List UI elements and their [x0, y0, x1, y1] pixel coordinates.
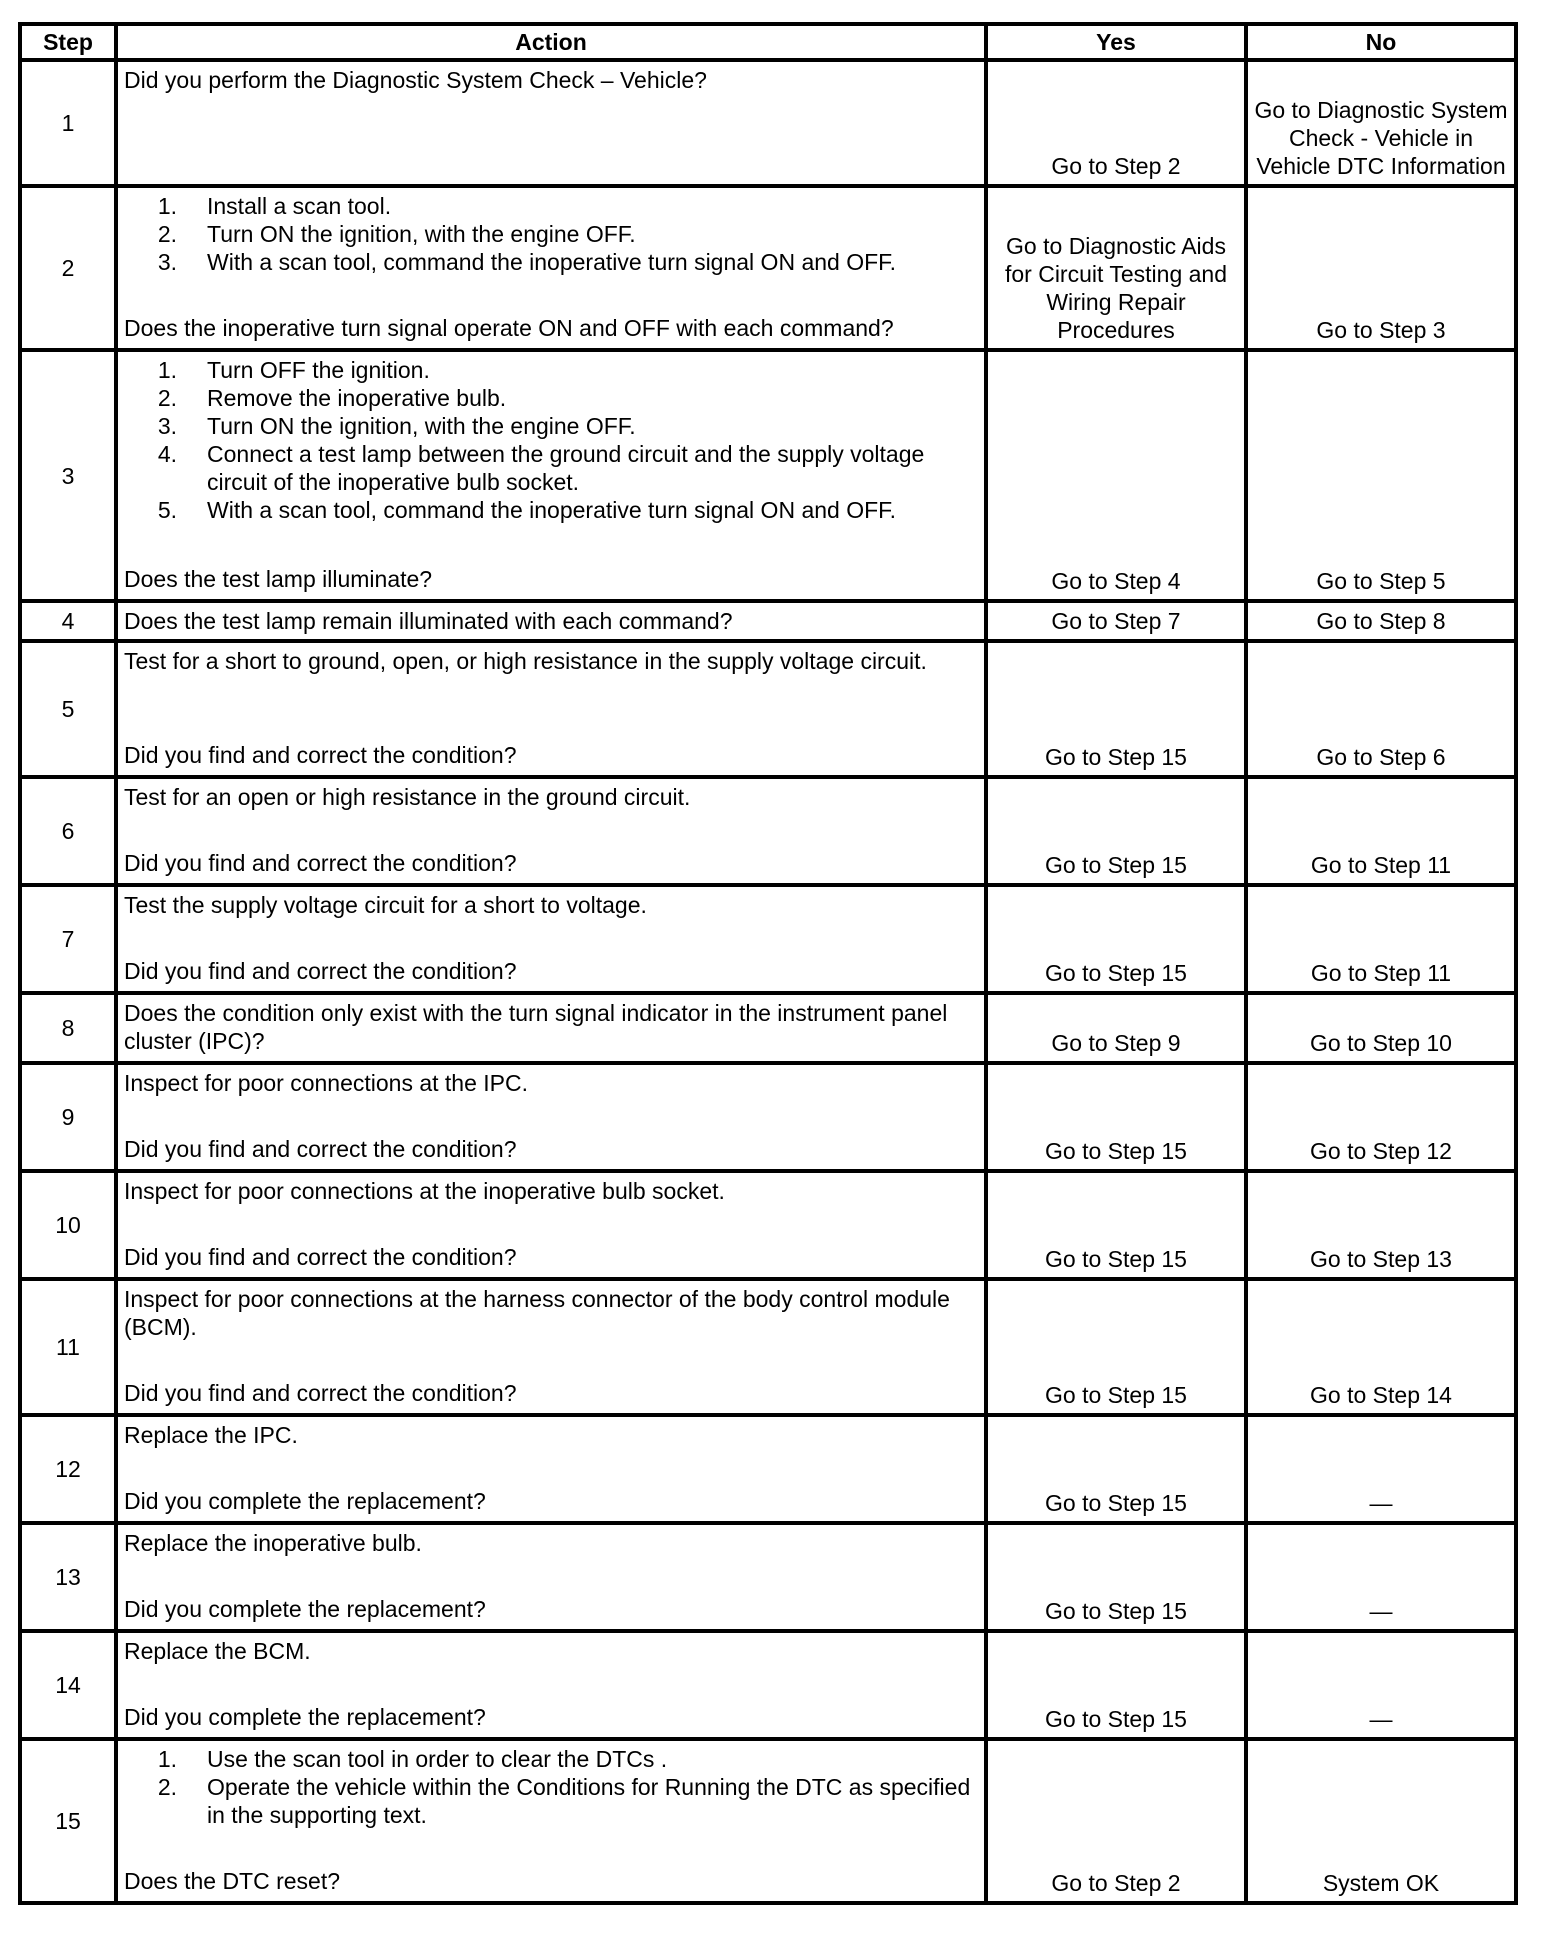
step-number: 14 [20, 1631, 116, 1739]
list-item-text: Connect a test lamp between the ground circuit and the supply voltage circuit of the inoperative bulb socket. [207, 441, 925, 495]
action-text: Inspect for poor connections at the harness connector of the body control module (BCM). [124, 1286, 950, 1340]
table-row [20, 601, 1516, 641]
yes-result: Go to Step 2 [986, 1739, 1246, 1903]
action-cell [116, 885, 986, 993]
yes-result: Go to Step 15 [986, 1631, 1246, 1739]
step-number: 6 [20, 777, 116, 885]
list-item-number: 1. [157, 193, 177, 219]
no-result: Go to Step 10 [1246, 993, 1516, 1063]
action-cell [116, 350, 986, 601]
action-question: Did you complete the replacement? [124, 1704, 486, 1730]
yes-result: Go to Step 15 [986, 777, 1246, 885]
yes-result: Go to Step 15 [986, 885, 1246, 993]
list-item-text: Remove the inoperative bulb. [207, 385, 507, 411]
action-cell [116, 777, 986, 885]
table-row [20, 1415, 1516, 1523]
list-item-text: Turn OFF the ignition. [207, 357, 430, 383]
no-result: Go to Step 12 [1246, 1063, 1516, 1171]
list-item-number: 2. [157, 385, 177, 411]
action-text: Replace the BCM. [124, 1638, 311, 1664]
list-item-text: Operate the vehicle within the Conditions for Running the DTC as specified in the supporting text. [207, 1774, 971, 1828]
action-question: Did you find and correct the condition? [124, 1380, 517, 1406]
step-number: 11 [20, 1279, 116, 1415]
header-row [20, 24, 1516, 60]
table-row [20, 1523, 1516, 1631]
step-number: 3 [20, 350, 116, 601]
step-number: 1 [20, 60, 116, 186]
action-cell [116, 1523, 986, 1631]
yes-result: Go to Step 7 [986, 601, 1246, 641]
step-number: 10 [20, 1171, 116, 1279]
action-text: Test for a short to ground, open, or high resistance in the supply voltage circuit. [124, 648, 927, 674]
action-cell [116, 1415, 986, 1523]
action-text: Test the supply voltage circuit for a short to voltage. [124, 892, 647, 918]
action-text: Does the test lamp remain illuminated with each command? [124, 608, 733, 634]
no-result: — [1246, 1631, 1516, 1739]
action-cell [116, 993, 986, 1063]
step-number: 9 [20, 1063, 116, 1171]
yes-result: Go to Step 15 [986, 1523, 1246, 1631]
action-question: Did you find and correct the condition? [124, 850, 517, 876]
step-number: 15 [20, 1739, 116, 1903]
action-text: Replace the IPC. [124, 1422, 298, 1448]
action-question: Did you complete the replacement? [124, 1596, 486, 1622]
action-text: Inspect for poor connections at the IPC. [124, 1070, 529, 1096]
action-text: Inspect for poor connections at the inoperative bulb socket. [124, 1178, 725, 1204]
list-item [124, 412, 978, 440]
header-yes: Yes [986, 24, 1246, 60]
action-cell [116, 1739, 986, 1903]
list-item [124, 496, 978, 524]
header-step: Step [20, 24, 116, 60]
table-row [20, 1063, 1516, 1171]
list-item [124, 440, 978, 496]
table-row [20, 641, 1516, 777]
yes-result: Go to Step 2 [986, 60, 1246, 186]
list-item-number: 5. [157, 497, 177, 523]
table-row [20, 350, 1516, 601]
no-result: Go to Step 14 [1246, 1279, 1516, 1415]
table-row [20, 1631, 1516, 1739]
no-result: Go to Step 13 [1246, 1171, 1516, 1279]
table-row [20, 1739, 1516, 1903]
list-item-number: 4. [157, 441, 177, 467]
list-item [124, 384, 978, 412]
action-cell [116, 1631, 986, 1739]
list-item-number: 3. [157, 249, 177, 275]
no-result: Go to Step 6 [1246, 641, 1516, 777]
no-result: Go to Step 3 [1246, 186, 1516, 350]
action-question: Did you find and correct the condition? [124, 958, 517, 984]
table-row [20, 777, 1516, 885]
list-item [124, 1773, 978, 1829]
step-number: 13 [20, 1523, 116, 1631]
list-item [124, 192, 978, 220]
action-cell [116, 1279, 986, 1415]
action-cell [116, 186, 986, 350]
action-question: Did you find and correct the condition? [124, 1244, 517, 1270]
yes-result: Go to Step 15 [986, 1063, 1246, 1171]
table-row [20, 1171, 1516, 1279]
step-number: 8 [20, 993, 116, 1063]
table-row [20, 885, 1516, 993]
yes-result: Go to Step 15 [986, 1171, 1246, 1279]
list-item-text: With a scan tool, command the inoperative turn signal ON and OFF. [207, 249, 897, 275]
yes-result: Go to Step 15 [986, 1279, 1246, 1415]
list-item [124, 248, 978, 276]
no-result: Go to Step 5 [1246, 350, 1516, 601]
step-number: 2 [20, 186, 116, 350]
no-result: Go to Diagnostic System Check - Vehicle in Vehicle DTC Information [1246, 60, 1516, 186]
list-item-text: Install a scan tool. [207, 193, 392, 219]
list-item-number: 2. [157, 1774, 177, 1800]
yes-result: Go to Step 15 [986, 641, 1246, 777]
action-steps-list [124, 1745, 978, 1829]
yes-result: Go to Step 15 [986, 1415, 1246, 1523]
list-item-number: 1. [157, 1746, 177, 1772]
no-result: Go to Step 11 [1246, 777, 1516, 885]
action-steps-list [124, 356, 978, 524]
no-result: System OK [1246, 1739, 1516, 1903]
action-question: Does the inoperative turn signal operate ON and OFF with each command? [124, 315, 894, 341]
action-question: Does the DTC reset? [124, 1868, 341, 1894]
step-number: 12 [20, 1415, 116, 1523]
list-item [124, 356, 978, 384]
diagnostic-table [18, 22, 1518, 1905]
list-item-text: Turn ON the ignition, with the engine OFF. [207, 221, 636, 247]
yes-result: Go to Step 9 [986, 993, 1246, 1063]
action-question: Did you find and correct the condition? [124, 1136, 517, 1162]
step-number: 4 [20, 601, 116, 641]
list-item [124, 220, 978, 248]
action-text: Test for an open or high resistance in the ground circuit. [124, 784, 691, 810]
step-number: 5 [20, 641, 116, 777]
action-question: Did you find and correct the condition? [124, 742, 517, 768]
yes-result: Go to Diagnostic Aids for Circuit Testing and Wiring Repair Procedures [986, 186, 1246, 350]
table-row [20, 1279, 1516, 1415]
list-item-text: Use the scan tool in order to clear the DTCs . [207, 1746, 668, 1772]
action-cell [116, 641, 986, 777]
step-number: 7 [20, 885, 116, 993]
action-text: Did you perform the Diagnostic System Check – Vehicle? [124, 67, 707, 93]
list-item-text: With a scan tool, command the inoperative turn signal ON and OFF. [207, 497, 897, 523]
header-action: Action [116, 24, 986, 60]
list-item-text: Turn ON the ignition, with the engine OFF. [207, 413, 636, 439]
action-steps-list [124, 192, 978, 276]
list-item-number: 1. [157, 357, 177, 383]
table-row [20, 993, 1516, 1063]
action-text: Does the condition only exist with the turn signal indicator in the instrument panel cluster (IPC)? [124, 1000, 948, 1054]
no-result: — [1246, 1415, 1516, 1523]
action-text: Replace the inoperative bulb. [124, 1530, 422, 1556]
action-question: Did you complete the replacement? [124, 1488, 486, 1514]
action-cell [116, 1171, 986, 1279]
yes-result: Go to Step 4 [986, 350, 1246, 601]
action-question: Does the test lamp illuminate? [124, 566, 433, 592]
action-cell [116, 60, 986, 186]
action-cell [116, 1063, 986, 1171]
list-item-number: 2. [157, 221, 177, 247]
header-no: No [1246, 24, 1516, 60]
action-cell [116, 601, 986, 641]
table-row [20, 186, 1516, 350]
list-item [124, 1745, 978, 1773]
no-result: Go to Step 11 [1246, 885, 1516, 993]
table-row [20, 60, 1516, 186]
no-result: — [1246, 1523, 1516, 1631]
no-result: Go to Step 8 [1246, 601, 1516, 641]
list-item-number: 3. [157, 413, 177, 439]
